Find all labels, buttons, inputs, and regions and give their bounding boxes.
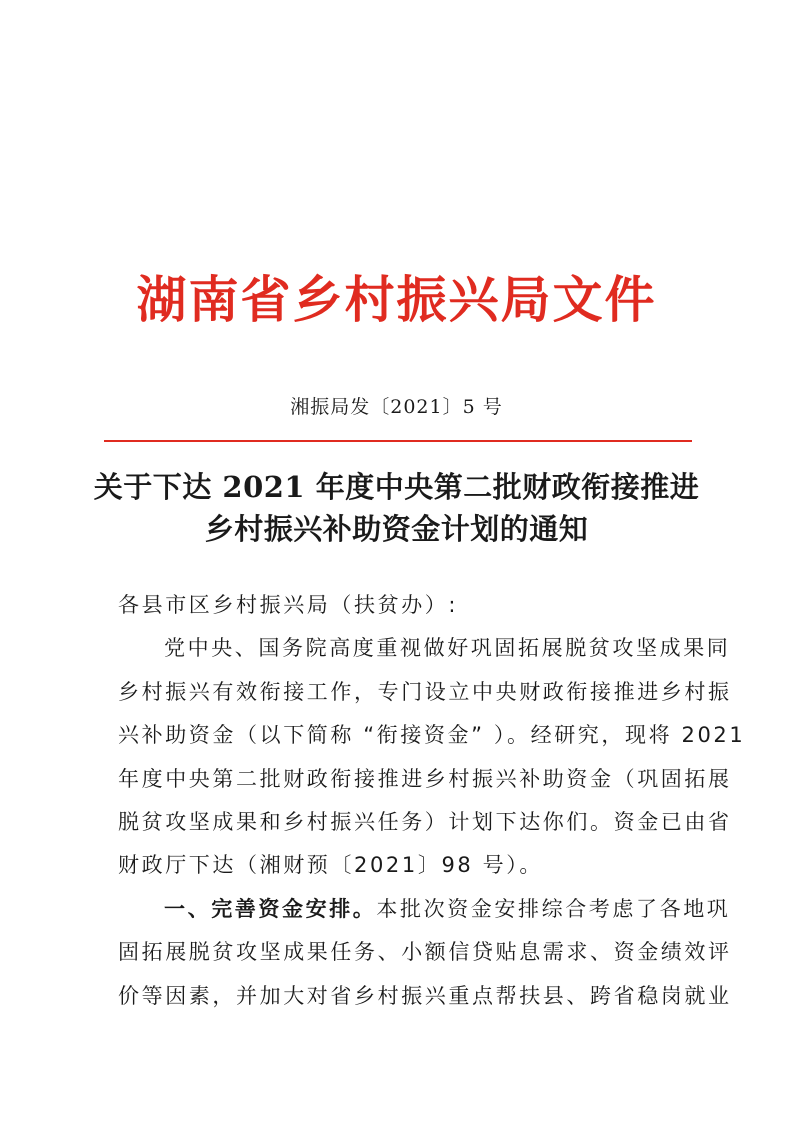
- document-number: 湘振局发〔2021〕5 号: [290, 396, 503, 418]
- paragraph-line: 脱贫攻坚成果和乡村振兴任务）计划下达你们。资金已由省: [118, 810, 732, 835]
- title-line-1: 关于下达 2021 年度中央第二批财政衔接推进: [93, 470, 700, 504]
- section-1-text: 本批次资金安排综合考虑了各地巩: [376, 896, 731, 921]
- issuer-title: 湖南省乡村振兴局文件: [136, 271, 657, 329]
- paragraph-line: 固拓展脱贫攻坚成果任务、小额信贷贴息需求、资金绩效评: [118, 940, 732, 965]
- document-title: [0, 466, 793, 550]
- title-line-2: 乡村振兴补助资金计划的通知: [204, 512, 589, 546]
- paragraph-line: 乡村振兴有效衔接工作，专门设立中央财政衔接推进乡村振: [118, 679, 732, 704]
- paragraph-line: 年度中央第二批财政衔接推进乡村振兴补助资金（巩固拓展: [118, 766, 732, 791]
- paragraph-line: 党中央、国务院高度重视做好巩固拓展脱贫攻坚成果同: [164, 636, 731, 661]
- paragraph-line: 兴补助资金（以下简称 “衔接资金” ）。经研究，现将 2021: [118, 723, 746, 748]
- section-1-heading: 一、完善资金安排。: [164, 896, 377, 921]
- red-divider: [104, 440, 692, 442]
- document-body: [118, 584, 746, 1018]
- paragraph-line: 财政厅下达（湘财预〔2021〕98 号）。: [118, 853, 543, 878]
- paragraph-line: 价等因素，并加大对省乡村振兴重点帮扶县、跨省稳岗就业: [118, 983, 732, 1008]
- section-1-first-line: [118, 888, 731, 931]
- addressee: 各县市区乡村振兴局（扶贫办）:: [118, 593, 459, 617]
